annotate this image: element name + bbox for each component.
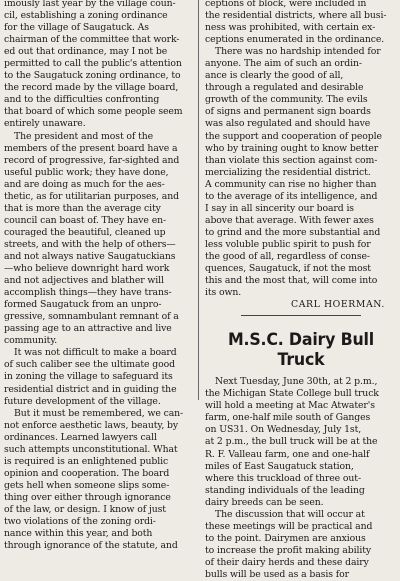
letter-signature: CARL HOERMAN.: [290, 299, 385, 311]
text-line: formed Saugatuck from an unpro-: [4, 299, 162, 311]
text-line: standing individuals of the leading: [205, 484, 365, 496]
text-line: opinion and cooperation. The board: [4, 467, 170, 479]
text-line: its own.: [205, 287, 242, 299]
text-line: passing age to an attractive and live: [4, 323, 172, 335]
text-line: was also regulated and should have: [205, 118, 371, 130]
text-line: that board of which some people seem: [4, 106, 183, 118]
text-line: and not always native Saugatuckians: [4, 250, 176, 262]
column-divider: [198, 0, 199, 400]
text-line: quences, Saugatuck, if not the most: [205, 263, 371, 275]
text-line: growth of the community. The evils: [205, 94, 368, 106]
text-line: thing over either through ignorance: [4, 491, 171, 503]
text-line: nance within this year, and both: [4, 528, 153, 540]
text-line: for the village of Saugatuck. As: [4, 22, 149, 34]
text-line: residential district and in guiding the: [4, 383, 177, 395]
text-line: than violate this section against com-: [205, 154, 378, 166]
text-line: community.: [4, 335, 58, 347]
text-line: to grind and the more substantial and: [205, 226, 381, 238]
text-line: ance is clearly the good of all,: [205, 70, 344, 82]
text-line: The discussion that will occur at: [215, 508, 365, 520]
text-line: ed out that ordinance, may I not be: [4, 46, 168, 58]
text-line: is required is an enlightened public: [4, 455, 169, 467]
text-line: council can boast of. They have en-: [4, 214, 167, 226]
right-column-letter-text: [205, 0, 397, 299]
text-line: and not adjectives and blather will: [4, 275, 164, 287]
text-line: record of progressive, far-sighted and: [4, 154, 180, 166]
text-line: such attempts unconstitutional. What: [4, 443, 178, 455]
text-line: ness was prohibited, with certain ex-: [205, 22, 376, 34]
text-line: chairman of the committee that work-: [4, 34, 180, 46]
text-line: ordinances. Learned lawyers call: [4, 431, 157, 443]
article-headline: M.S.C. Dairy Bull Truck: [227, 330, 375, 371]
text-line: to increase the profit making ability: [205, 544, 372, 556]
text-line: anyone. The aim of such an ordin-: [205, 58, 362, 70]
text-line: R. F. Valleau farm, one and one-half: [205, 448, 370, 460]
text-line: and are doing as much for the aes-: [4, 178, 165, 190]
text-line: useful public work; they have done,: [4, 166, 169, 178]
text-line: through a regulated and desirable: [205, 82, 364, 94]
left-column: [4, 0, 194, 552]
text-line: imously last year by the village coun-: [4, 0, 176, 9]
text-line: that is more than the average city: [4, 202, 161, 214]
text-line: where this truckload of three out-: [205, 472, 361, 484]
text-line: the support and cooperation of people: [205, 130, 382, 142]
text-line: A community can rise no higher than: [205, 178, 377, 190]
text-line: to the Saugatuck zoning ordinance, to: [4, 70, 181, 82]
text-line: on US31. On Wednesday, July 1st,: [205, 424, 362, 436]
text-line: these meetings will be practical and: [205, 520, 373, 532]
text-line: the good of all, regardless of conse-: [205, 250, 370, 262]
text-line: dairy breeds can be seen.: [205, 496, 324, 508]
text-line: mercializing the residential district.: [205, 166, 371, 178]
text-line: and to the difficulties confronting: [4, 94, 160, 106]
text-line: to the average of its intelligence, and: [205, 190, 378, 202]
text-line: cil, establishing a zoning ordinance: [4, 10, 168, 22]
text-line: the residential districts, where all busi-: [205, 10, 387, 22]
text-line: the record made by the village board,: [4, 82, 179, 94]
text-line: through ignorance of the statute, and: [4, 540, 178, 552]
text-line: The president and most of the: [14, 130, 154, 142]
text-line: There was no hardship intended for: [215, 46, 381, 58]
text-line: bulls will be used as a basis for: [205, 568, 349, 580]
text-line: of the law, or design. I know of just: [4, 503, 166, 515]
text-line: two violations of the zoning ordi-: [4, 516, 156, 528]
text-line: farm, one-half mile south of Ganges: [205, 412, 371, 424]
text-line: couraged the beautiful, cleaned up: [4, 226, 166, 238]
text-line: members of the present board have a: [4, 142, 178, 154]
text-line: ceptions enumerated in the ordinance.: [205, 34, 385, 46]
article-separator: [241, 315, 361, 316]
text-line: It was not difficult to make a board: [14, 347, 177, 359]
text-line: at 2 p.m., the bull truck will be at the: [205, 436, 378, 448]
text-line: the Michigan State College bull truck: [205, 388, 379, 400]
text-line: future development of the village.: [4, 395, 161, 407]
text-line: Next Tuesday, June 30th, at 2 p.m.,: [215, 376, 378, 388]
text-line: gets hell when someone slips some-: [4, 479, 170, 491]
text-line: ceptions of block, were included in: [205, 0, 367, 9]
text-line: But it must be remembered, we can-: [14, 407, 184, 419]
text-line: to the point. Dairymen are anxious: [205, 532, 366, 544]
text-line: —who believe downright hard work: [4, 263, 170, 275]
text-line: less voluble public spirit to push for: [205, 238, 371, 250]
text-line: streets, and with the help of others—: [4, 238, 176, 250]
text-line: in zoning the village to safeguard its: [4, 371, 173, 383]
text-line: above that average. With fewer axes: [205, 214, 374, 226]
text-line: accomplish things—they have trans-: [4, 287, 172, 299]
text-line: of such caliber see the ultimate good: [4, 359, 175, 371]
article-body-text: [205, 376, 397, 581]
text-line: of signs and permanent sign boards: [205, 106, 371, 118]
text-line: will hold a meeting at Mac Atwater's: [205, 400, 375, 412]
text-line: thetic, as for utilitarian purposes, and: [4, 190, 179, 202]
text-line: of their dairy herds and these dairy: [205, 556, 369, 568]
right-column: [205, 0, 397, 581]
text-line: who by training ought to know better: [205, 142, 379, 154]
text-line: permitted to call the public's attention: [4, 58, 182, 70]
text-line: not enforce aesthetic laws, beauty, by: [4, 419, 179, 431]
text-line: entirely unaware.: [4, 118, 86, 130]
text-line: gressive, somnambulant remnant of a: [4, 311, 179, 323]
text-line: I say in all sincerity our board is: [205, 202, 354, 214]
text-line: this and the most that, will come into: [205, 275, 378, 287]
text-line: miles of East Saugatuck station,: [205, 460, 354, 472]
